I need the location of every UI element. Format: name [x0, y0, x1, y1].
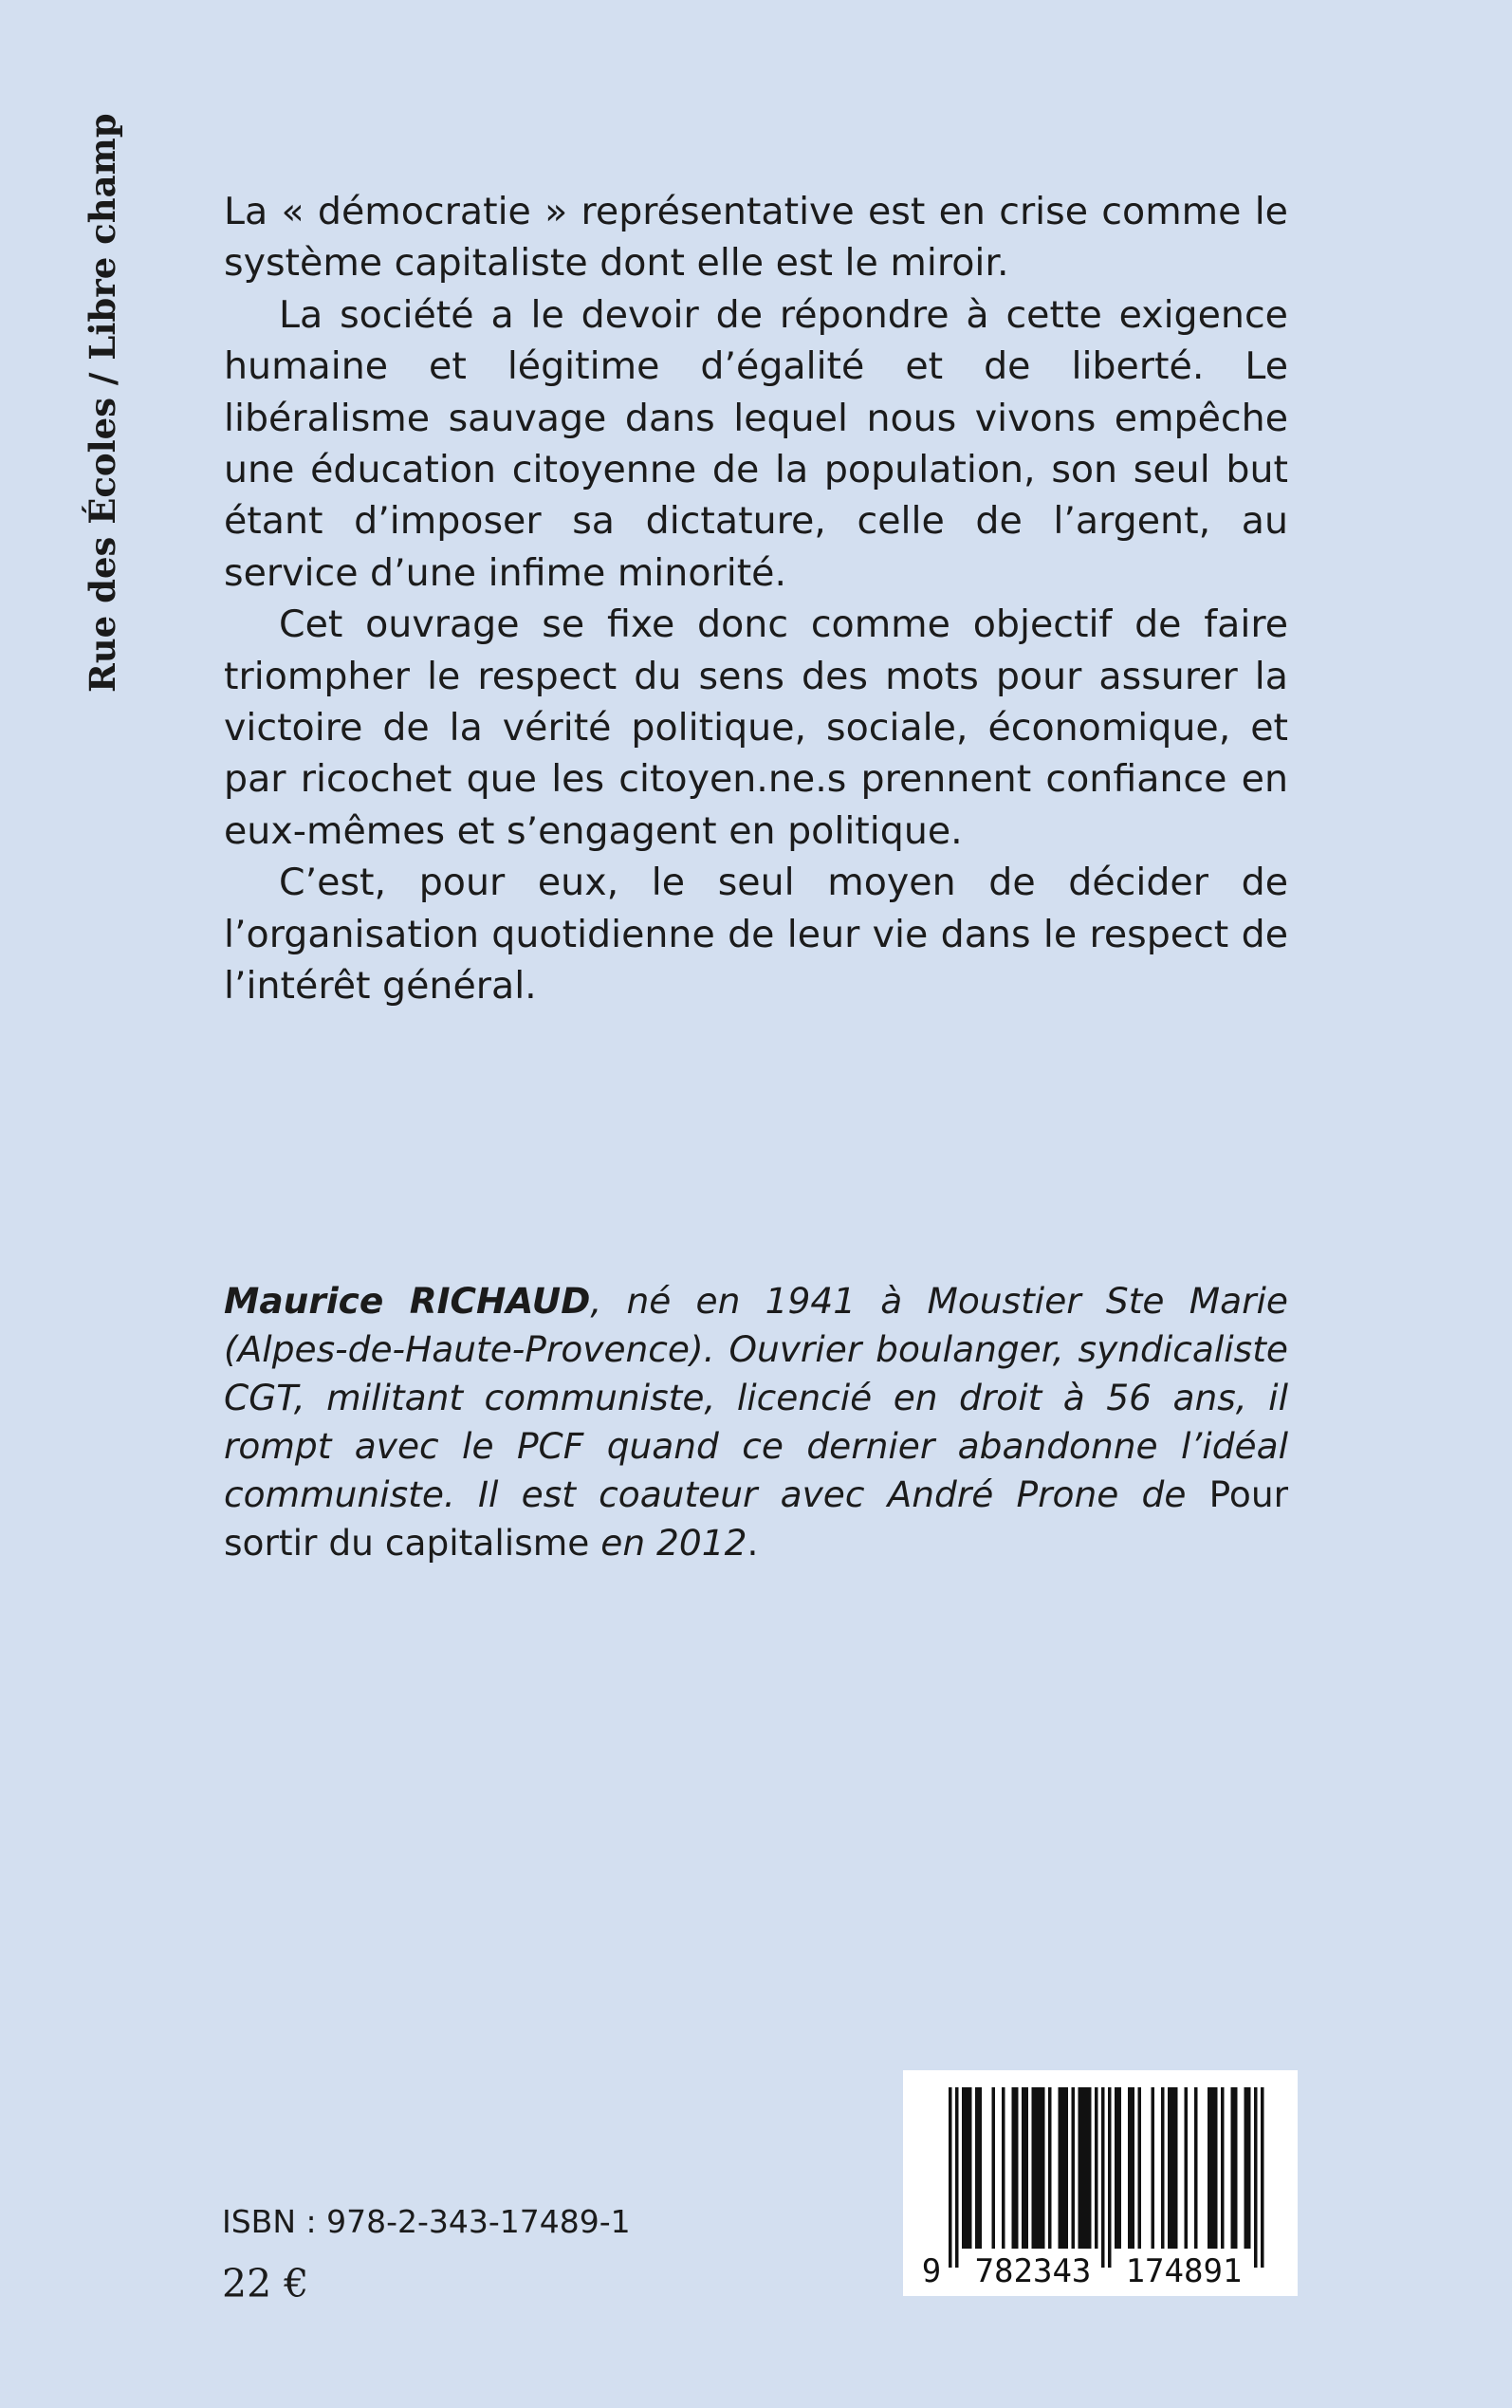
barcode-bar	[1161, 2087, 1165, 2249]
blurb-paragraph-2: La société a le devoir de répondre à cette exigence humaine et légitime d’égalité et de liberté. Le libéralisme sauvage dans lequel nous vivons empêche une éducation citoyenne de la population, son seul but étant d’imposer sa dictature, celle de l’argent, au service d’une infime minorité.	[224, 292, 1288, 595]
bio-text-part-2: en 2012	[589, 1522, 747, 1564]
bio-end-punctuation: .	[747, 1522, 759, 1564]
barcode-bar	[1059, 2087, 1062, 2249]
barcode-bar	[1088, 2087, 1092, 2249]
barcode-bar	[992, 2087, 996, 2249]
barcode-bar	[1081, 2087, 1085, 2249]
barcode-bar	[1048, 2087, 1052, 2249]
barcode-bar	[949, 2087, 952, 2268]
barcode-bar	[1085, 2087, 1089, 2249]
barcode-bar	[1115, 2087, 1118, 2249]
barcode-bar	[1015, 2087, 1019, 2249]
barcode-bar	[1095, 2087, 1098, 2249]
barcode-bar	[1025, 2087, 1029, 2249]
bio-text-part-1: , né en 1941 à Moustier Ste Marie (Alpes-de-Haute-Provence). Ouvrier boulanger, syndicaliste CGT, militant communiste, licencié en droit à 56 ans, il rompt avec le PCF quand ce dernier abandonne l’idéal communiste. Il est coauteur avec André Prone de	[224, 1280, 1288, 1515]
barcode-bar	[1152, 2087, 1155, 2249]
barcode-bar	[1185, 2087, 1189, 2249]
barcode-bar	[1072, 2087, 1076, 2249]
barcode-bar	[1118, 2087, 1122, 2249]
barcode-bar	[1234, 2087, 1238, 2249]
author-name: Maurice RICHAUD	[224, 1280, 591, 1322]
barcode-bar	[1012, 2087, 1016, 2249]
isbn-number: ISBN : 978-2-343-17489-1	[222, 2203, 631, 2240]
barcode-bar	[962, 2087, 966, 2249]
blurb-paragraph-4: C’est, pour eux, le seul moyen de décider de l’organisation quotidienne de leur vie dans le respect de l’intérêt général.	[224, 861, 1288, 1009]
spine-series-label: Rue des Écoles / Libre champ	[82, 113, 123, 693]
price: 22 €	[222, 2261, 309, 2306]
barcode-bar	[1221, 2087, 1225, 2249]
barcode-bar	[1231, 2087, 1235, 2249]
author-bio	[224, 1277, 1288, 1567]
book-title: Pour sortir du capitalisme	[224, 1473, 1288, 1564]
barcode-bar	[1261, 2087, 1264, 2268]
barcode-bar	[1208, 2087, 1211, 2249]
barcode-bar	[968, 2087, 972, 2249]
back-cover-blurb	[224, 186, 1288, 1012]
barcode-bar	[1065, 2087, 1069, 2249]
barcode-bar	[1247, 2087, 1251, 2249]
barcode-bar	[1032, 2087, 1036, 2249]
barcode-bar	[1035, 2087, 1039, 2249]
barcode-bar	[979, 2087, 983, 2249]
barcode-bar	[1132, 2087, 1135, 2249]
barcode-bar	[1174, 2087, 1178, 2249]
barcode	[903, 2070, 1298, 2296]
barcode-bar	[1108, 2087, 1112, 2268]
barcode-bar	[1042, 2087, 1045, 2249]
blurb-paragraph-3: Cet ouvrage se fixe donc comme objectif de faire triompher le respect du sens des mots pour assurer la victoire de la vérité politique, sociale, économique, et par ricochet que les citoyen.ne.s prennent confiance en eux-mêmes et s’engagent en politique.	[224, 602, 1288, 853]
barcode-bar	[1211, 2087, 1215, 2249]
barcode-bar	[1168, 2087, 1171, 2249]
barcode-bar	[975, 2087, 979, 2249]
barcode-bar	[1079, 2087, 1082, 2249]
barcode-right-digits: 174891	[1125, 2252, 1243, 2290]
barcode-bar	[1138, 2087, 1142, 2249]
barcode-graphic	[903, 2070, 1298, 2296]
barcode-first-digit: 9	[921, 2252, 942, 2290]
barcode-left-digits: 782343	[974, 2252, 1092, 2290]
blurb-paragraph-1: La « démocratie » représentative est en crise comme le système capitaliste dont elle est le miroir.	[224, 190, 1288, 286]
barcode-bar	[1101, 2087, 1105, 2268]
barcode-bar	[1002, 2087, 1005, 2249]
barcode-bar	[966, 2087, 969, 2249]
barcode-bar	[1039, 2087, 1042, 2249]
barcode-bar	[955, 2087, 959, 2268]
barcode-bar	[1194, 2087, 1198, 2249]
barcode-bar	[1128, 2087, 1132, 2249]
barcode-bar	[1061, 2087, 1065, 2249]
barcode-bar	[1022, 2087, 1025, 2249]
barcode-bar	[1171, 2087, 1175, 2249]
barcode-bar	[1245, 2087, 1248, 2249]
barcode-bars	[949, 2087, 1264, 2268]
barcode-bar	[1254, 2087, 1258, 2268]
barcode-bar	[1214, 2087, 1218, 2249]
